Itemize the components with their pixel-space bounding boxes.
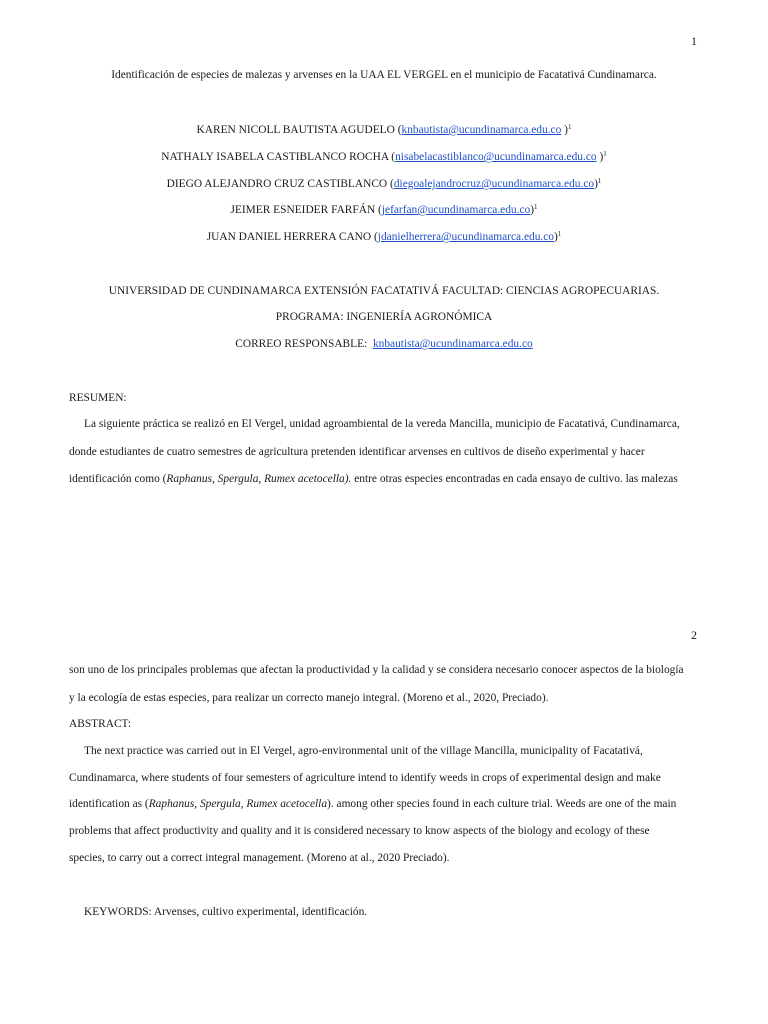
resumen-paragraph-line: donde estudiantes de cuatro semestres de agricultura pretenden identificar arvenses en cultivos de diseño experimental y hacer xyxy=(69,446,645,458)
author-close: ) xyxy=(554,231,558,243)
abstract-paragraph-line xyxy=(69,797,676,811)
author-close: ) xyxy=(530,204,535,216)
resumen-paragraph-line: y la ecología de estas especies, para realizar un correcto manejo integral. (Moreno et al., 2020, Preciado). xyxy=(69,692,549,704)
author-line: JEIMER ESNEIDER FARFÁN (jefarfan@ucundinamarca.edu.co)$^1$ xyxy=(230,203,538,216)
correo-email-link[interactable]: knbautista@ucundinamarca.edu.co xyxy=(372,338,533,350)
page-number: 1 xyxy=(691,34,697,48)
correo-label: CORREO RESPONSABLE: xyxy=(235,338,368,350)
text-run: ). among other species found in each culture trial. Weeds are one of the main xyxy=(327,798,677,810)
species-names: Raphanus, Spergula, Rumex acetocella xyxy=(148,798,328,810)
author-name: JEIMER ESNEIDER FARFÁN xyxy=(230,204,376,216)
author-affiliation: 1 xyxy=(534,203,538,211)
abstract-paragraph-line: The next practice was carried out in El Vergel, agro-environmental unit of the village Mancilla, municipality of Facatativá, xyxy=(84,745,643,757)
author-name: DIEGO ALEJANDRO CRUZ CASTIBLANCO xyxy=(166,178,388,190)
author-close: ) xyxy=(561,124,568,136)
keywords-line: KEYWORDS: Arvenses, cultivo experimental, identificación. xyxy=(84,906,368,918)
text-run: entre otras especies encontradas en cada ensayo de cultivo. las malezas xyxy=(351,473,678,485)
program-line: PROGRAMA: INGENIERÍA AGRONÓMICA xyxy=(275,311,493,323)
author-affiliation: 1 xyxy=(557,230,562,238)
author-line: DIEGO ALEJANDRO CRUZ CASTIBLANCO (diegoalejandrocruz@ucundinamarca.edu.co)$^1$ xyxy=(166,177,602,190)
author-email-link[interactable]: knbautista@ucundinamarca.edu.co xyxy=(401,124,562,136)
author-email-link[interactable]: jefarfan@ucundinamarca.edu.co xyxy=(381,204,531,216)
document-page-2 xyxy=(0,600,768,1024)
author-name: NATHALY ISABELA CASTIBLANCO ROCHA xyxy=(161,151,389,163)
resumen-paragraph-line xyxy=(69,472,678,486)
abstract-paragraph-line: Cundinamarca, where students of four semesters of agriculture intend to identify weeds in crops of experimental design and make xyxy=(69,772,661,784)
resumen-paragraph-line: son uno de los principales problemas que afectan la productividad y la calidad y se considera necesario conocer aspectos de la biología xyxy=(69,664,684,676)
author-close: ) xyxy=(594,178,598,190)
correo-responsable-line xyxy=(0,337,768,351)
text-run: identificación como ( xyxy=(69,473,167,485)
page-number: 2 xyxy=(691,628,697,642)
author-close: ) xyxy=(596,151,604,163)
abstract-paragraph-line: problems that affect productivity and quality and it is considered necessary to know aspects of the biology and ecology of these xyxy=(69,825,650,837)
institution-line: UNIVERSIDAD DE CUNDINAMARCA EXTENSIÓN FACATATIVÁ FACULTAD: CIENCIAS AGROPECUARIAS. xyxy=(108,285,660,297)
author-affiliation: 1 xyxy=(567,123,572,131)
resumen-paragraph-line: La siguiente práctica se realizó en El Vergel, unidad agroambiental de la vereda Mancilla, municipio de Facatativá, Cundinamarca, xyxy=(84,418,680,430)
author-email-link[interactable]: jdanielherrera@ucundinamarca.edu.co xyxy=(377,231,554,243)
author-line: NATHALY ISABELA CASTIBLANCO ROCHA (nisabelacastiblanco@ucundinamarca.edu.co )$^1$ xyxy=(161,150,607,163)
author-line: KAREN NICOLL BAUTISTA AGUDELO (knbautista@ucundinamarca.edu.co )$^1$ xyxy=(196,123,572,136)
abstract-heading: ABSTRACT: xyxy=(69,718,132,730)
author-name: KAREN NICOLL BAUTISTA AGUDELO xyxy=(196,124,395,136)
author-name: JUAN DANIEL HERRERA CANO xyxy=(206,231,372,243)
species-names: Raphanus, Spergula, Rumex acetocella). xyxy=(166,473,352,485)
document-title: Identificación de especies de malezas y arvenses en la UAA EL VERGEL en el municipio de Facatativá Cundinamarca. xyxy=(111,69,657,81)
author-affiliation: 1 xyxy=(597,177,602,185)
resumen-heading: RESUMEN: xyxy=(69,392,127,404)
abstract-paragraph-line: species, to carry out a correct integral management. (Moreno at al., 2020 Preciado). xyxy=(69,852,450,864)
author-email-link[interactable]: nisabelacastiblanco@ucundinamarca.edu.co xyxy=(395,151,597,163)
author-line: JUAN DANIEL HERRERA CANO (jdanielherrera@ucundinamarca.edu.co)$^1$ xyxy=(206,230,562,243)
author-email-link[interactable]: diegoalejandrocruz@ucundinamarca.edu.co xyxy=(393,178,595,190)
author-affiliation: 1 xyxy=(603,150,607,158)
text-run: identification as ( xyxy=(69,798,149,810)
